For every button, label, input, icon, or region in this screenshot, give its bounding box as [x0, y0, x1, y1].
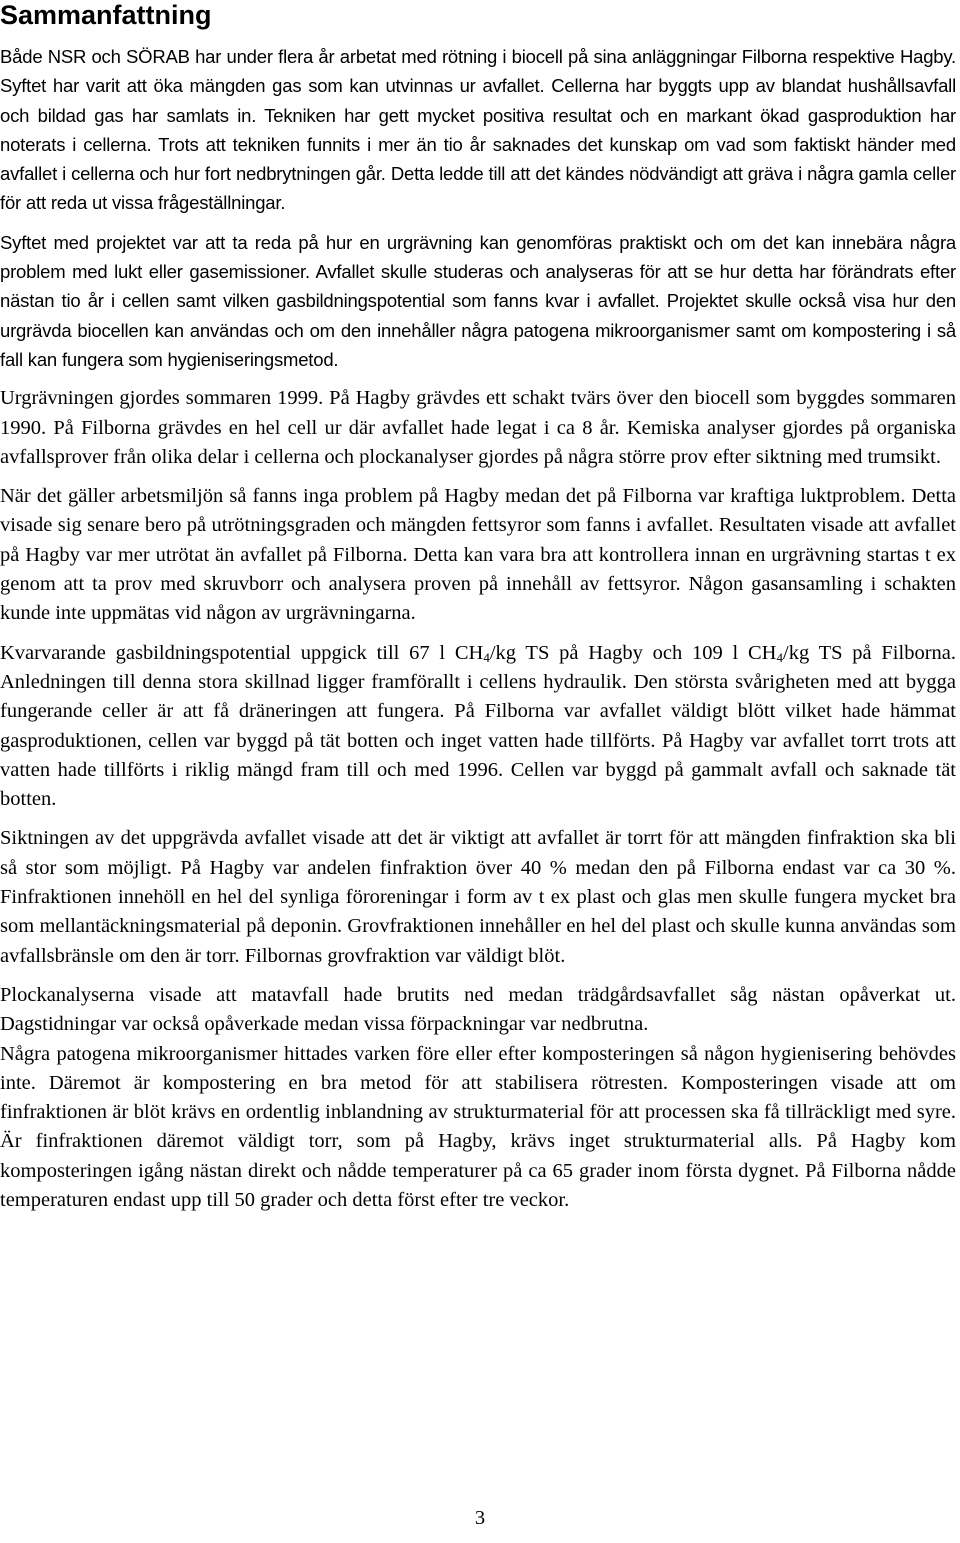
summary-body [0, 42, 956, 1215]
gas-text-part1: Kvarvarande gasbildningspotential uppgick till 67 l CH [0, 641, 484, 664]
paragraph-sieving: Siktningen av det uppgrävda avfallet visade att det är viktigt att avfallet är torrt för att mängden finfraktion ska bli så stor som möjligt. På Hagby var andelen finfraktion över 40 % medan den på Filborna endast var ca 30 %. Finfraktionen innehöll en hel del synliga föroreningar i form av t ex plast och glas men skulle fungera mycket bra som mellantäckningsmaterial på deponin. Grovfraktionen innehåller en hel del plast och skulle kunna användas som avfallsbränsle om den är torr. Filbornas grovfraktion var väldigt blöt. [0, 827, 956, 967]
paragraph-pathogens-composting: Några patogena mikroorganismer hittades varken före eller efter komposteringen så någon hygienisering behövdes inte. Däremot är kompostering en bra metod för att stabilisera rötresten. Komposteringen visade att om finfraktionen är blöt krävs en ordentlig inblandning av strukturmaterial för att processen ska få tillräckligt med syre. Är finfraktionen däremot väldigt torr, som på Hagby, krävs inget strukturmaterial alls. På Hagby kom komposteringen igång nästan direkt och nådde temperaturer på ca 65 grader inom första dygnet. På Filborna nådde temperaturen endast upp till 50 grader och detta först efter tre veckor. [0, 1042, 956, 1211]
paragraph-pick-analysis: Plockanalyserna visade att matavfall hade brutits ned medan trädgårdsavfallet såg nästan opåverkat ut. Dagstidningar var också opåverkade medan vissa förpackningar var nedbrutna. [0, 983, 956, 1036]
paragraph-background: Både NSR och SÖRAB har under flera år arbetat med rötning i biocell på sina anläggningar Filborna respektive Hagby. Syftet har varit att öka mängden gas som kan utvinnas ur avfallet. Cellerna har byggts upp av blandat hushållsavfall och bildad gas har samlats in. Tekniken har gett mycket positiva resultat och en markant ökad gasproduktion har noterats i cellerna. Trots att tekniken funnits i mer än tio år saknades det kunskap om vad som faktiskt händer med avfallet i cellerna och hur fort nedbrytningen går. Detta ledde till att det kändes nödvändigt att gräva i några gamla celler för att reda ut vissa frågeställningar. [0, 46, 956, 214]
paragraph-work-environment: När det gäller arbetsmiljön så fanns inga problem på Hagby medan det på Filborna var kraftiga luktproblem. Detta visade sig senare bero på utrötningsgraden och mängden fettsyror som fanns i avfallet. Resultaten visade att avfallet på Hagby var mer utrötat än avfallet på Filborna. Detta kan vara bra att kontrollera innan en urgrävning startas t ex genom att ta prov med skruvborr och analysera proven på innehåll av fettsyror. Någon gasansamling i schakten kunde inte uppmätas vid någon av urgrävningarna. [0, 485, 956, 625]
paragraph-gas-potential [0, 639, 956, 815]
gas-text-part3: /kg TS på Filborna. Anledningen till denna stora skillnad ligger framförallt i cellens hydraulik. Den största svårigheten med att bygga fungerande celler är att få dräneringen att fungera. På Filborna var avfallet väldigt blött vilket hade hämmat gasproduktionen, cellen var byggd på tät botten och inget vatten hade tillförts. På Hagby var avfallet torrt trots att vatten hade tillförts i riklig mängd fram till och med 1996. Cellen var byggd på gammalt avfall och saknade tät botten. [0, 641, 956, 811]
paragraph-purpose: Syftet med projektet var att ta reda på hur en urgrävning kan genomföras praktiskt och om det kan innebära några problem med lukt eller gasemissioner. Avfallet skulle studeras och analyseras för att se hur detta har förändrats efter nästan tio år i cellen samt vilken gasbildningspotential som fanns kvar i avfallet. Projektet skulle också visa hur den urgrävda biocellen kan användas och om den innehåller några patogena mikroorganismer samt om kompostering i så fall kan fungera som hygieniseringsmetod. [0, 231, 956, 370]
page-title: Sammanfattning [0, 0, 212, 30]
paragraph-excavation: Urgrävningen gjordes sommaren 1999. På Hagby grävdes ett schakt tvärs över den biocell som byggdes sommaren 1990. På Filborna grävdes en hel cell ur där avfallet hade legat i ca 8 år. Kemiska analyser gjordes på organiska avfallsprover från olika delar i cellerna och plockanalyser gjordes på några större prov efter siktning med trumsikt. [0, 387, 956, 468]
gas-text-part2: /kg TS på Hagby och 109 l CH [489, 641, 777, 664]
page-number: 3 [474, 1507, 486, 1529]
methane-subscript-2: 4 [776, 649, 783, 665]
methane-subscript-1: 4 [483, 649, 490, 665]
